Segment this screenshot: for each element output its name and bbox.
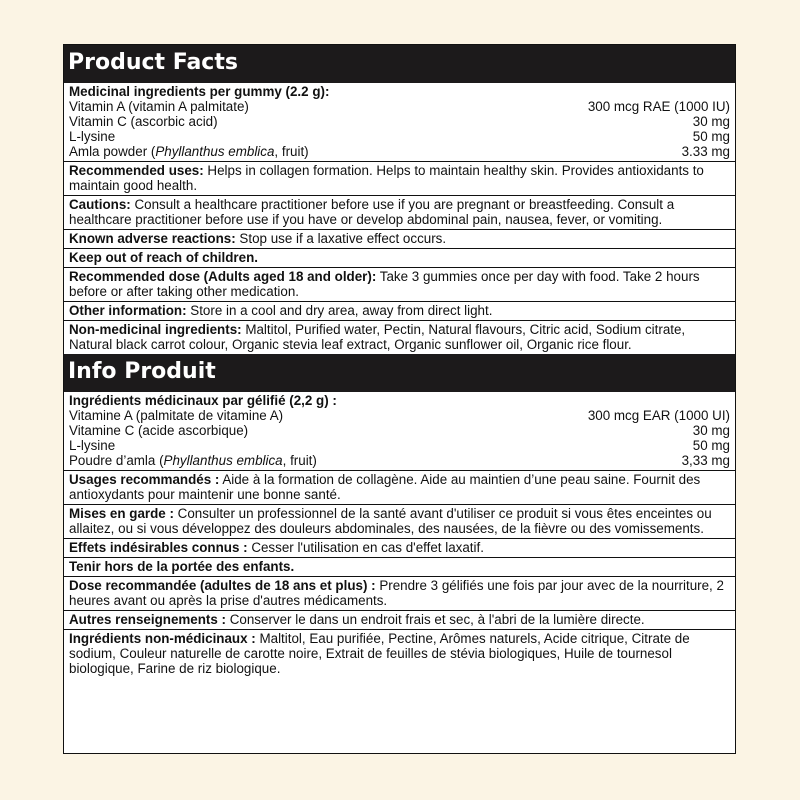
- ingredient-name: Poudre d’amla (Phyllanthus emblica, fruit): [69, 453, 317, 468]
- ingredient-name: L-lysine: [69, 438, 116, 453]
- recommended-uses-section: [64, 162, 735, 196]
- product-facts-panel: [63, 44, 736, 754]
- section-text: Consulter un professionnel de la santé avant d'utiliser ce produit si vous êtes enceintes ou allaitez, ou si vous développez des douleurs abdominales, des nausées, de la fièvre ou des vomissements.: [69, 506, 712, 536]
- section-label: Effets indésirables connus :: [69, 540, 248, 555]
- section-text: Conserver le dans un endroit frais et sec, à l'abri de la lumière directe.: [226, 612, 645, 627]
- section-label: Non-medicinal ingredients:: [69, 322, 242, 337]
- section-text: Take 3 gummies once per day with food. Take 2 hours before or after taking other medication.: [69, 269, 700, 299]
- adverse-reactions-section: [64, 230, 735, 249]
- ingredient-amount: 3.33 mg: [681, 144, 730, 159]
- section-label: Autres renseignements :: [69, 612, 227, 627]
- autres-renseignements-section: [64, 611, 735, 630]
- section-label: Mises en garde :: [69, 506, 174, 521]
- info-produit-title: Info Produit: [64, 354, 735, 392]
- ingredient-row: [69, 438, 730, 453]
- section-text: Prendre 3 gélifiés une fois par jour avec de la nourriture, 2 heures avant ou après la prise d'autres médicaments.: [69, 578, 724, 608]
- ingredient-amount: 3,33 mg: [681, 453, 730, 468]
- ingredient-amount: 50 mg: [692, 438, 730, 453]
- section-label: Cautions:: [69, 197, 131, 212]
- dose-recommandee-section: [64, 577, 735, 611]
- ingredient-row: [69, 99, 730, 114]
- ingredient-name: Vitamin A (vitamin A palmitate): [69, 99, 249, 114]
- section-label: Ingrédients non-médicinaux :: [69, 631, 256, 646]
- section-text: Cesser l'utilisation en cas d'effet laxatif.: [247, 540, 484, 555]
- mises-en-garde-section: [64, 505, 735, 539]
- usages-recommandes-section: [64, 471, 735, 505]
- ingredient-row: [69, 129, 730, 144]
- section-text: Helps in collagen formation. Helps to maintain healthy skin. Provides antioxidants to maintain good health.: [69, 163, 704, 193]
- section-label: Dose recommandée (adultes de 18 ans et plus) :: [69, 578, 376, 593]
- ingredient-name: Amla powder (Phyllanthus emblica, fruit): [69, 144, 309, 159]
- section-text: Store in a cool and dry area, away from direct light.: [186, 303, 493, 318]
- ingredient-name: Vitamine A (palmitate de vitamine A): [69, 408, 284, 423]
- non-medicinaux-section: [64, 630, 735, 678]
- ingredient-amount: 50 mg: [692, 129, 730, 144]
- section-label: Usages recommandés :: [69, 472, 220, 487]
- non-medicinal-section: [64, 321, 735, 354]
- section-text: Stop use if a laxative effect occurs.: [235, 231, 447, 246]
- ingredient-row: [69, 423, 730, 438]
- ingredient-amount: 300 mcg EAR (1000 UI): [587, 408, 730, 423]
- section-text: Consult a healthcare practitioner before use if you are pregnant or breastfeeding. Consult a healthcare practitioner before use if you have or develop abdominal pain, nausea, fever, or vomiting.: [69, 197, 675, 227]
- cautions-section: [64, 196, 735, 230]
- ingredient-amount: 30 mg: [692, 114, 730, 129]
- section-label: Known adverse reactions:: [69, 231, 236, 246]
- keep-out-section: [64, 249, 735, 268]
- medicinal-ingredients-heading: Medicinal ingredients per gummy (2.2 g):: [69, 84, 330, 99]
- ingredient-row: [69, 114, 730, 129]
- section-label: Recommended uses:: [69, 163, 204, 178]
- keep-out-text: Keep out of reach of children.: [69, 250, 258, 265]
- other-information-section: [64, 302, 735, 321]
- ingredient-amount: 300 mcg RAE (1000 IU): [587, 99, 730, 114]
- keep-out-text: Tenir hors de la portée des enfants.: [69, 559, 295, 574]
- tenir-hors-section: [64, 558, 735, 577]
- ingredient-row: [69, 408, 730, 423]
- ingredient-name: Vitamin C (ascorbic acid): [69, 114, 218, 129]
- section-label: Other information:: [69, 303, 187, 318]
- section-text: Maltitol, Eau purifiée, Pectine, Arômes naturels, Acide citrique, Citrate de sodium, Couleur naturelle de carotte noire, Extrait de feuilles de stévia biologiques, Huile de tournesol biologique, Farine de riz biologique.: [69, 631, 690, 676]
- recommended-dose-section: [64, 268, 735, 302]
- medicinal-ingredients-heading: Ingrédients médicinaux par gélifié (2,2 g) :: [69, 393, 337, 408]
- ingredient-name: L-lysine: [69, 129, 116, 144]
- ingredient-row: [69, 144, 730, 159]
- medicinal-ingredients-section-fr: [64, 392, 735, 471]
- section-label: Recommended dose (Adults aged 18 and older):: [69, 269, 377, 284]
- effets-indesirables-section: [64, 539, 735, 558]
- medicinal-ingredients-section: [64, 83, 735, 162]
- section-text: Maltitol, Purified water, Pectin, Natural flavours, Citric acid, Sodium citrate, Natural black carrot colour, Organic stevia leaf extract, Organic sunflower oil, Organic rice flour.: [69, 322, 686, 352]
- section-text: Aide à la formation de collagène. Aide au maintien d’une peau saine. Fournit des antioxydants pour maintenir une bonne santé.: [69, 472, 701, 502]
- ingredient-amount: 30 mg: [692, 423, 730, 438]
- product-facts-title: Product Facts: [64, 45, 735, 83]
- ingredient-row: [69, 453, 730, 468]
- ingredient-name: Vitamine C (acide ascorbique): [69, 423, 249, 438]
